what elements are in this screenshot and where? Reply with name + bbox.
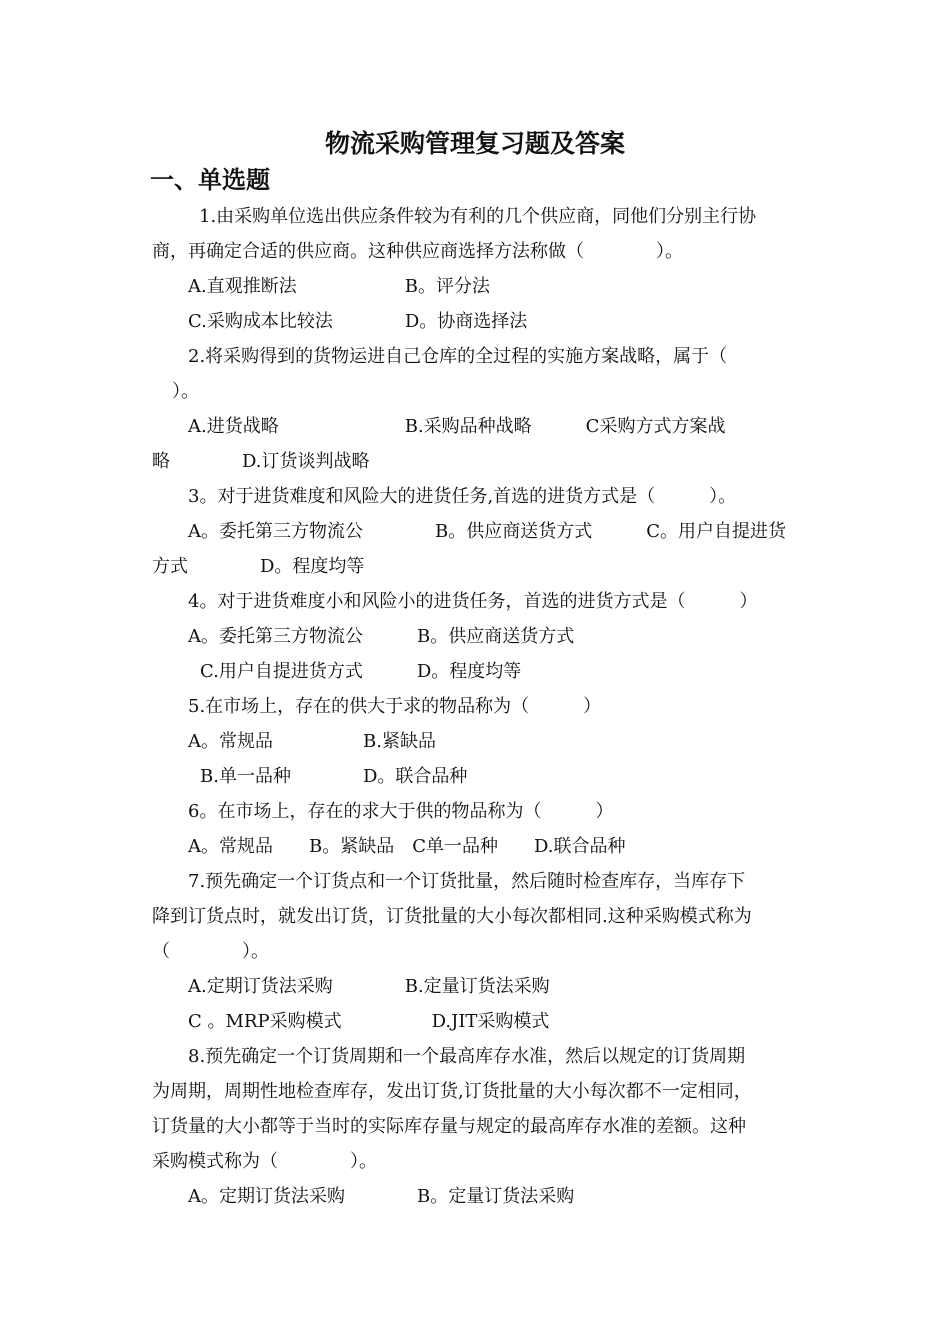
- question-1-line-1: 1.由采购单位选出供应条件较为有利的几个供应商，同他们分别主行协: [199, 206, 757, 227]
- question-5-options-ab: A。常规品 B.紧缺品: [188, 731, 436, 752]
- question-2-options-line-1: A.进货战略 B.采购品种战略 C采购方式方案战: [188, 416, 726, 437]
- question-1-options-cd: C.采购成本比较法 D。协商选择法: [188, 311, 528, 332]
- question-5-line-1: 5.在市场上，存在的供大于求的物品称为（ ）: [188, 696, 602, 717]
- question-7-line-3: （ ）。: [152, 941, 269, 962]
- question-1-options-ab: A.直观推断法 B。评分法: [188, 276, 490, 297]
- question-5-options-cd: B.单一品种 D。联合品种: [200, 766, 468, 787]
- question-7-options-ab: A.定期订货法采购 B.定量订货法采购: [188, 976, 550, 997]
- question-2-options-line-2: 略 D.订货谈判战略: [152, 451, 370, 472]
- question-4-options-cd: C.用户自提进货方式 D。程度均等: [200, 661, 522, 682]
- question-4-options-ab: A。委托第三方物流公 B。供应商送货方式: [188, 626, 575, 647]
- question-8-line-4: 采购模式称为（ ）。: [152, 1151, 377, 1172]
- question-3-options-line-2: 方式 D。程度均等: [152, 556, 365, 577]
- question-3-options-line-1: A。委托第三方物流公 B。供应商送货方式 C。用户自提进货: [188, 521, 786, 542]
- question-8-line-2: 为周期，周期性地检查库存，发出订货,订货批量的大小每次都不一定相同，: [152, 1081, 752, 1102]
- question-2-line-2: ）。: [172, 381, 199, 402]
- document-title: 物流采购管理复习题及答案: [324, 129, 625, 158]
- question-3-line-1: 3。对于进货难度和风险大的进货任务,首选的进货方式是（ ）。: [188, 486, 737, 507]
- question-7-line-1: 7.预先确定一个订货点和一个订货批量，然后随时检查库存，当库存下: [188, 871, 746, 892]
- section-heading: 一、单选题: [150, 166, 270, 194]
- question-8-line-1: 8.预先确定一个订货周期和一个最高库存水准，然后以规定的订货周期: [188, 1046, 746, 1067]
- question-7-line-2: 降到订货点时，就发出订货，订货批量的大小每次都相同.这种采购模式称为: [152, 906, 752, 927]
- question-2-line-1: 2.将采购得到的货物运进自己仓库的全过程的实施方案战略，属于（: [188, 346, 728, 367]
- question-6-options: A。常规品 B。紧缺品 C单一品种 D.联合品种: [188, 836, 626, 857]
- question-4-line-1: 4。对于进货难度小和风险小的进货任务，首选的进货方式是（ ）: [188, 591, 758, 612]
- question-8-line-3: 订货量的大小都等于当时的实际库存量与规定的最高库存水准的差额。这种: [152, 1116, 746, 1137]
- question-1-line-2: 商，再确定合适的供应商。这种供应商选择方法称做（ ）。: [152, 241, 683, 262]
- question-6-line-1: 6。在市场上，存在的求大于供的物品称为（ ）: [188, 801, 614, 822]
- question-7-options-cd: C 。MRP采购模式 D.JIT采购模式: [188, 1011, 550, 1032]
- question-8-options-ab: A。定期订货法采购 B。定量订货法采购: [188, 1186, 575, 1207]
